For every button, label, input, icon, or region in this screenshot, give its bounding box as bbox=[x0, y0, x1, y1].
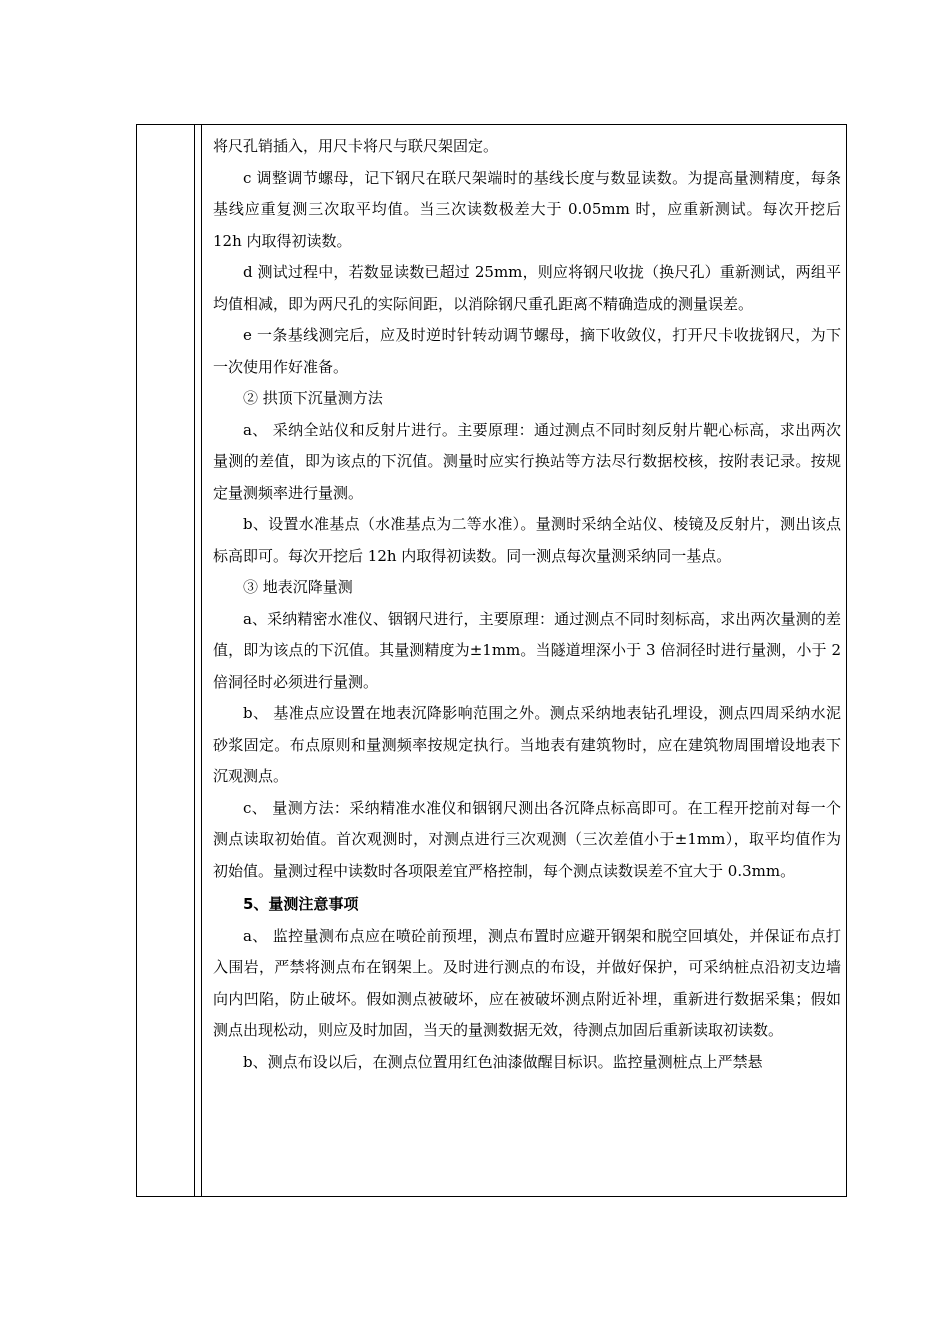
paragraph: b、测点布设以后，在测点位置用红色油漆做醒目标识。监控量测桩点上严禁悬 bbox=[243, 1052, 763, 1071]
paragraph: 将尺孔销插入，用尺卡将尺与联尺架固定。 bbox=[213, 137, 499, 155]
subheading: ③ 地表沉降量测 bbox=[243, 578, 353, 596]
paragraph: a、 监控量测布点应在喷砼前预埋，测点布置时应避开钢架和脱空回填处，并保证布点打入围岩，严禁将测点布在钢架上。及时进行测点的布设，并做好保护，可采纳桩点沿初支边墙向内凹陷，防止破坏。假如测点被破坏，应在被破坏测点附近补埋，重新进行数据采集；假如测点出现松动，则应及时加固，当天的量测数据无效，待测点加固后重新读取初读数。 bbox=[213, 926, 841, 1039]
paragraph: a、 采纳全站仪和反射片进行。主要原理：通过测点不同时刻反射片靶心标高，求出两次量测的差值，即为该点的下沉值。测量时应实行换站等方法尽行数据校核，按附表记录。按规定量测频率进行量测。 bbox=[213, 420, 841, 502]
document-table bbox=[136, 124, 847, 1197]
paragraph: a、采纳精密水准仪、铟钢尺进行，主要原理：通过测点不同时刻标高，求出两次量测的差值，即为该点的下沉值。其量测精度为±1mm。当隧道埋深小于 3 倍洞径时进行量测，小于 2 倍洞径时必须进行量测。 bbox=[213, 609, 841, 691]
section-heading: 5、量测注意事项 bbox=[243, 895, 359, 913]
paragraph: d 测试过程中，若数显读数已超过 25mm，则应将钢尺收拢（换尺孔）重新测试，两组平均值相减，即为两尺孔的实际间距，以消除钢尺重孔距离不精确造成的测量误差。 bbox=[213, 263, 841, 313]
paragraph: b、设置水准基点（水准基点为二等水准）。量测时采纳全站仪、棱镜及反射片，测出该点标高即可。每次开挖后 12h 内取得初读数。同一测点每次量测采纳同一基点。 bbox=[213, 515, 841, 565]
paragraph: c、 量测方法：采纳精准水准仪和铟钢尺测出各沉降点标高即可。在工程开挖前对每一个测点读取初始值。首次观测时，对测点进行三次观测（三次差值小于±1mm），取平均值作为初始值。量测过程中读数时各项限差宜严格控制，每个测点读数误差不宜大于 0.3mm。 bbox=[213, 798, 841, 880]
table-left-inner-column bbox=[137, 125, 195, 1196]
paragraph: b、 基准点应设置在地表沉降影响范围之外。测点采纳地表钻孔埋设，测点四周采纳水泥砂浆固定。布点原则和量测频率按规定执行。当地表有建筑物时，应在建筑物周围增设地表下沉观测点。 bbox=[213, 704, 841, 785]
paragraph: e 一条基线测完后，应及时逆时针转动调节螺母，摘下收敛仪，打开尺卡收拢钢尺，为下一次使用作好准备。 bbox=[213, 326, 841, 376]
paragraph: c 调整调节螺母，记下钢尺在联尺架端时的基线长度与数显读数。为提高量测精度，每条基线应重复测三次取平均值。当三次读数极差大于 0.05mm 时，应重新测试。每次开挖后 12h 内取得初读数。 bbox=[213, 168, 841, 250]
table-content-cell bbox=[213, 131, 841, 1078]
subheading: ② 拱顶下沉量测方法 bbox=[243, 389, 383, 407]
